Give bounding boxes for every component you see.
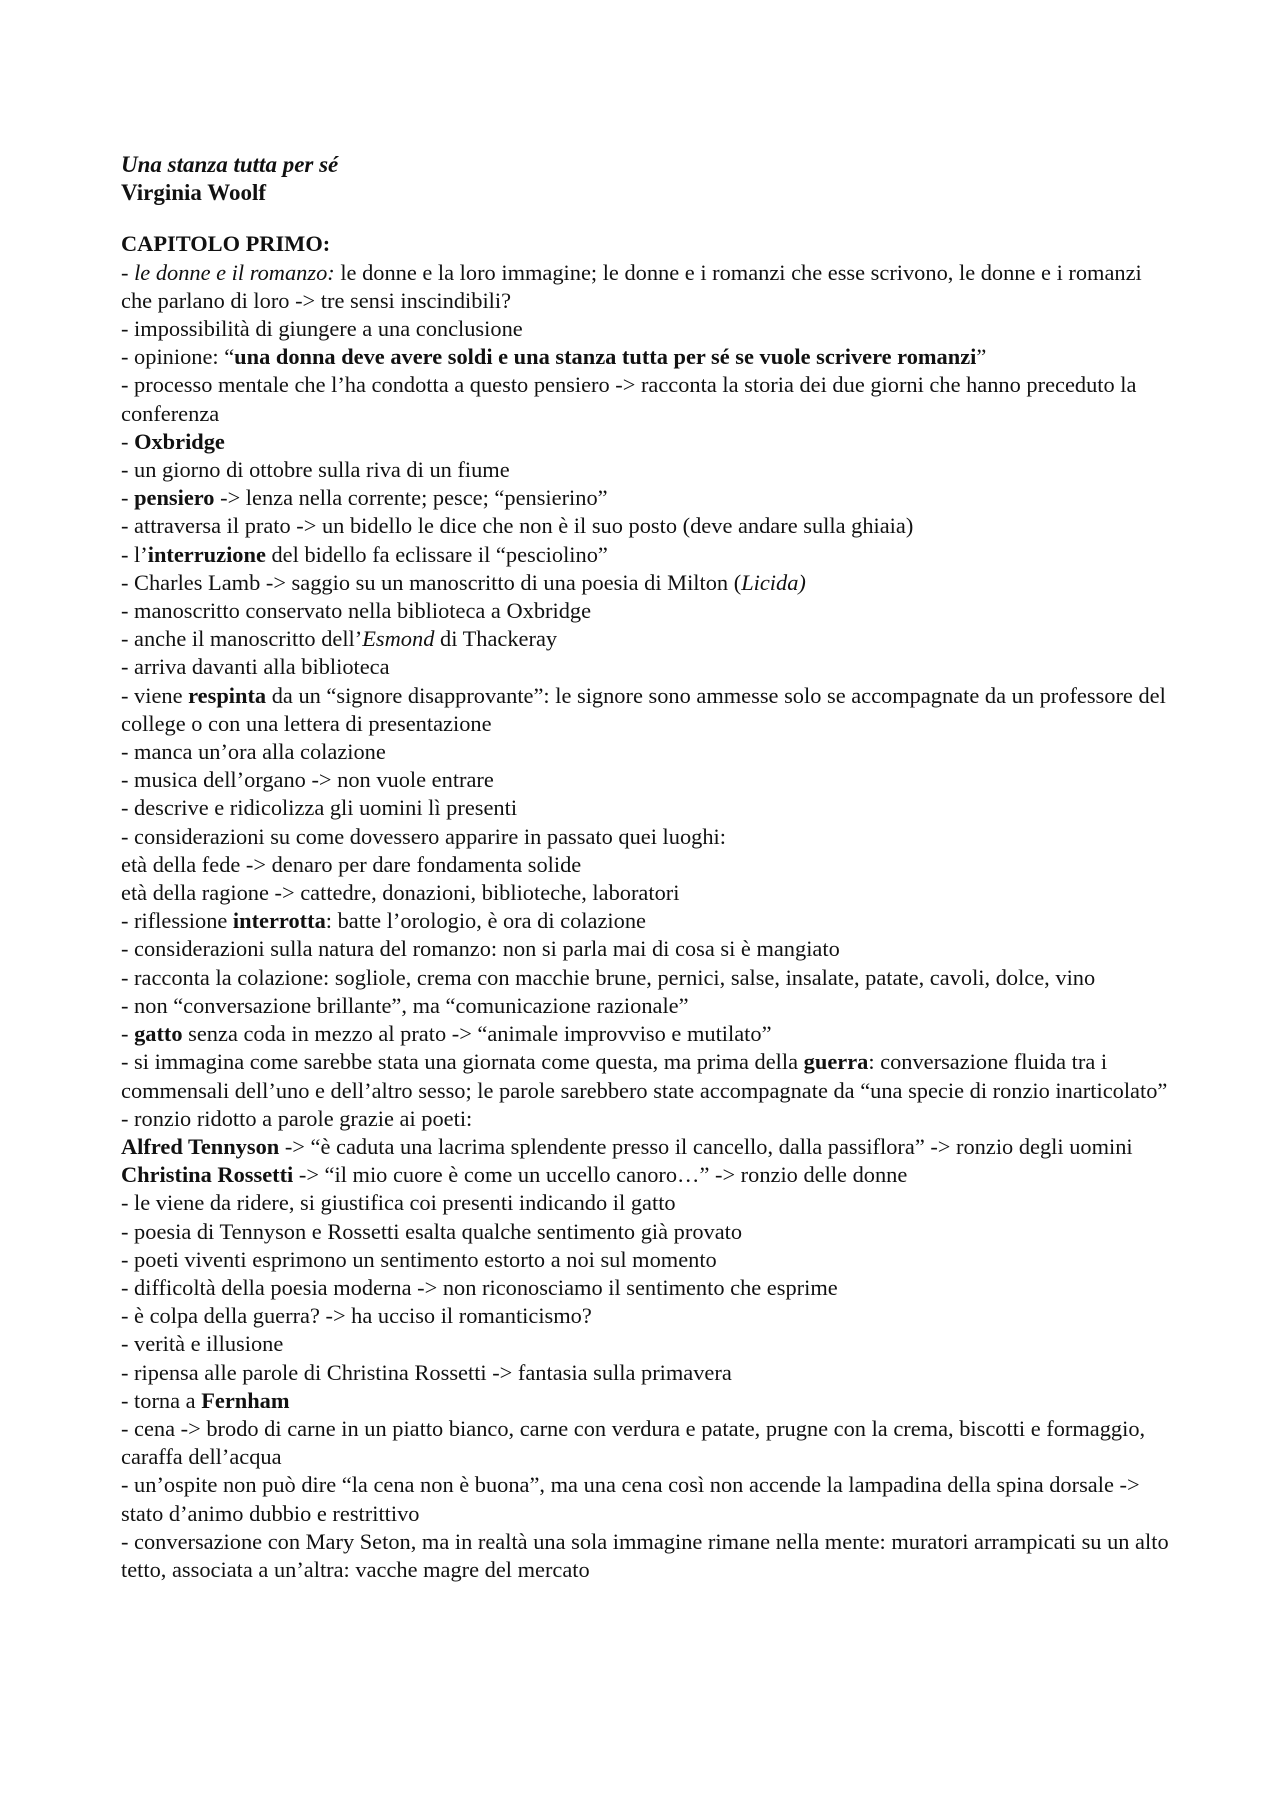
note-line — [121, 1274, 1171, 1302]
note-segment: interruzione — [147, 541, 266, 567]
note-segment: ” — [976, 344, 987, 370]
note-segment: - processo mentale che l’ha condotta a questo pensiero -> racconta la storia dei due giorni che hanno preceduto la conferenza — [121, 372, 1137, 426]
note-line — [121, 569, 1171, 597]
note-segment: - un’ospite non può dire “la cena non è buona”, ma una cena così non accende la lampadina della spina dorsale -> stato d’animo dubbio e restrittivo — [121, 1472, 1140, 1526]
note-segment: - impossibilità di giungere a una conclusione — [121, 316, 523, 342]
note-line — [121, 992, 1171, 1020]
note-segment: - un giorno di ottobre sulla riva di un fiume — [121, 457, 510, 483]
note-line — [121, 823, 1171, 851]
blank-spacer — [121, 207, 1171, 230]
note-line — [121, 1387, 1171, 1415]
note-segment: respinta — [188, 682, 267, 708]
note-segment: interrotta — [232, 908, 326, 934]
note-segment: - musica dell’organo -> non vuole entrare — [121, 767, 494, 793]
note-segment: Oxbridge — [134, 428, 225, 454]
document-body — [121, 151, 1171, 1584]
note-line — [121, 456, 1171, 484]
note-segment: - è colpa della guerra? -> ha ucciso il romanticismo? — [121, 1303, 592, 1329]
note-segment: - arriva davanti alla biblioteca — [121, 654, 390, 680]
note-line — [121, 653, 1171, 681]
note-segment: - le viene da ridere, si giustifica coi presenti indicando il gatto — [121, 1190, 676, 1216]
note-line — [121, 738, 1171, 766]
note-line — [121, 1471, 1171, 1527]
note-segment: - — [121, 259, 135, 285]
note-line — [121, 428, 1171, 456]
note-segment: pensiero — [134, 485, 215, 511]
note-segment: - attraversa il prato -> un bidello le dice che non è il suo posto (deve andare sulla ghiaia) — [121, 513, 914, 539]
note-segment: - manoscritto conservato nella biblioteca a Oxbridge — [121, 598, 592, 624]
note-segment: - viene — [121, 682, 189, 708]
note-segment: Licida) — [741, 569, 806, 595]
note-line — [121, 1330, 1171, 1358]
note-segment: le donne e il romanzo: — [134, 259, 335, 285]
note-segment: guerra — [803, 1049, 869, 1075]
note-line — [121, 541, 1171, 569]
note-line — [121, 1528, 1171, 1584]
note-line — [121, 343, 1171, 371]
note-line — [121, 1246, 1171, 1274]
note-line — [121, 851, 1171, 879]
note-segment: - conversazione con Mary Seton, ma in realtà una sola immagine rimane nella mente: muratori arrampicati su un alto tetto, associata a un’altra: vacche magre del mercato — [121, 1528, 1169, 1582]
note-segment: - si immagina come sarebbe stata una giornata come questa, ma prima della — [121, 1049, 804, 1075]
note-segment: Esmond — [362, 626, 435, 652]
note-segment: -> “è caduta una lacrima splendente presso il cancello, dalla passiflora” -> ronzio degli uomini — [279, 1133, 1133, 1159]
note-segment: Alfred Tennyson — [121, 1133, 280, 1159]
note-line — [121, 371, 1171, 427]
note-segment: - manca un’ora alla colazione — [121, 739, 386, 765]
note-segment: età della fede -> denaro per dare fondamenta solide — [121, 851, 582, 877]
note-segment: - — [121, 485, 135, 511]
note-segment: età della ragione -> cattedre, donazioni, biblioteche, laboratori — [121, 880, 680, 906]
note-segment: Fernham — [201, 1387, 290, 1413]
note-segment: Christina Rossetti — [121, 1162, 294, 1188]
note-segment: - Charles Lamb -> saggio su un manoscritto di una poesia di Milton ( — [121, 569, 742, 595]
note-segment: - considerazioni sulla natura del romanzo: non si parla mai di cosa si è mangiato — [121, 936, 840, 962]
note-line — [121, 259, 1171, 315]
note-segment: - ronzio ridotto a parole grazie ai poeti: — [121, 1105, 473, 1131]
note-line — [121, 1105, 1171, 1133]
note-segment: : conversazione fluida tra i commensali dell’uno e dell’altro sesso; le parole sarebbero state accompagnate da “una specie di ronzio inarticolato” — [121, 1049, 1168, 1103]
note-segment: - — [121, 428, 135, 454]
note-segment: - opinione: “ — [121, 344, 235, 370]
note-segment: : batte l’orologio, è ora di colazione — [325, 908, 646, 934]
note-segment: gatto — [134, 1021, 183, 1047]
note-segment: del bidello fa eclissare il “pesciolino” — [265, 541, 608, 567]
note-line — [121, 512, 1171, 540]
note-segment: - poeti viventi esprimono un sentimento estorto a noi sul momento — [121, 1246, 717, 1272]
note-segment: - verità e illusione — [121, 1331, 284, 1357]
note-segment: - difficoltà della poesia moderna -> non riconosciamo il sentimento che esprime — [121, 1274, 838, 1300]
note-line — [121, 484, 1171, 512]
note-line — [121, 879, 1171, 907]
note-line — [121, 1133, 1171, 1161]
note-segment: - non “conversazione brillante”, ma “comunicazione razionale” — [121, 992, 689, 1018]
note-line — [121, 766, 1171, 794]
notes-list — [121, 259, 1171, 1585]
note-segment: senza coda in mezzo al prato -> “animale improvviso e mutilato” — [182, 1021, 772, 1047]
note-segment: - racconta la colazione: sogliole, crema con macchie brune, pernici, salse, insalate, patate, cavoli, dolce, vino — [121, 964, 1096, 990]
chapter-heading: CAPITOLO PRIMO: — [121, 231, 331, 257]
document-author: Virginia Woolf — [121, 180, 267, 206]
note-segment: una donna deve avere soldi e una stanza tutta per sé se vuole scrivere romanzi — [234, 344, 977, 370]
note-line — [121, 315, 1171, 343]
note-segment: - cena -> brodo di carne in un piatto bianco, carne con verdura e patate, prugne con la crema, biscotti e formaggio, caraffa dell’acqua — [121, 1415, 1146, 1470]
note-segment: - considerazioni su come dovessero apparire in passato quei luoghi: — [121, 823, 726, 849]
note-line — [121, 1218, 1171, 1246]
note-segment: - torna a — [121, 1387, 202, 1413]
note-line — [121, 1161, 1171, 1189]
note-segment: -> lenza nella corrente; pesce; “pensierino” — [214, 485, 608, 511]
note-line — [121, 1048, 1171, 1104]
note-segment: - descrive e ridicolizza gli uomini lì presenti — [121, 795, 518, 821]
note-segment: le donne e la loro immagine; le donne e i romanzi che esse scrivono, le donne e i romanzi che parlano di loro -> tre sensi inscindibili? — [121, 259, 1142, 313]
note-segment: - anche il manoscritto dell’ — [121, 626, 363, 652]
note-segment: - l’ — [121, 541, 148, 567]
note-line — [121, 1189, 1171, 1217]
note-segment: - ripensa alle parole di Christina Rossetti -> fantasia sulla primavera — [121, 1359, 732, 1385]
note-segment: da un “signore disapprovante”: le signore sono ammesse solo se accompagnate da un professore del college o con una lettera di presentazione — [121, 682, 1166, 736]
note-segment: - riflessione — [121, 908, 233, 934]
note-line — [121, 1302, 1171, 1330]
note-line — [121, 1415, 1171, 1471]
note-line — [121, 597, 1171, 625]
note-segment: -> “il mio cuore è come un uccello canoro…” -> ronzio delle donne — [293, 1162, 908, 1188]
note-line — [121, 625, 1171, 653]
note-line — [121, 935, 1171, 963]
note-line — [121, 1359, 1171, 1387]
note-line — [121, 964, 1171, 992]
note-line — [121, 794, 1171, 822]
document-title: Una stanza tutta per sé — [121, 152, 339, 177]
note-line — [121, 907, 1171, 935]
note-line — [121, 1020, 1171, 1048]
note-segment: - poesia di Tennyson e Rossetti esalta qualche sentimento già provato — [121, 1218, 743, 1244]
note-segment: di Thackeray — [434, 626, 558, 652]
note-line — [121, 682, 1171, 738]
note-segment: - — [121, 1021, 135, 1047]
